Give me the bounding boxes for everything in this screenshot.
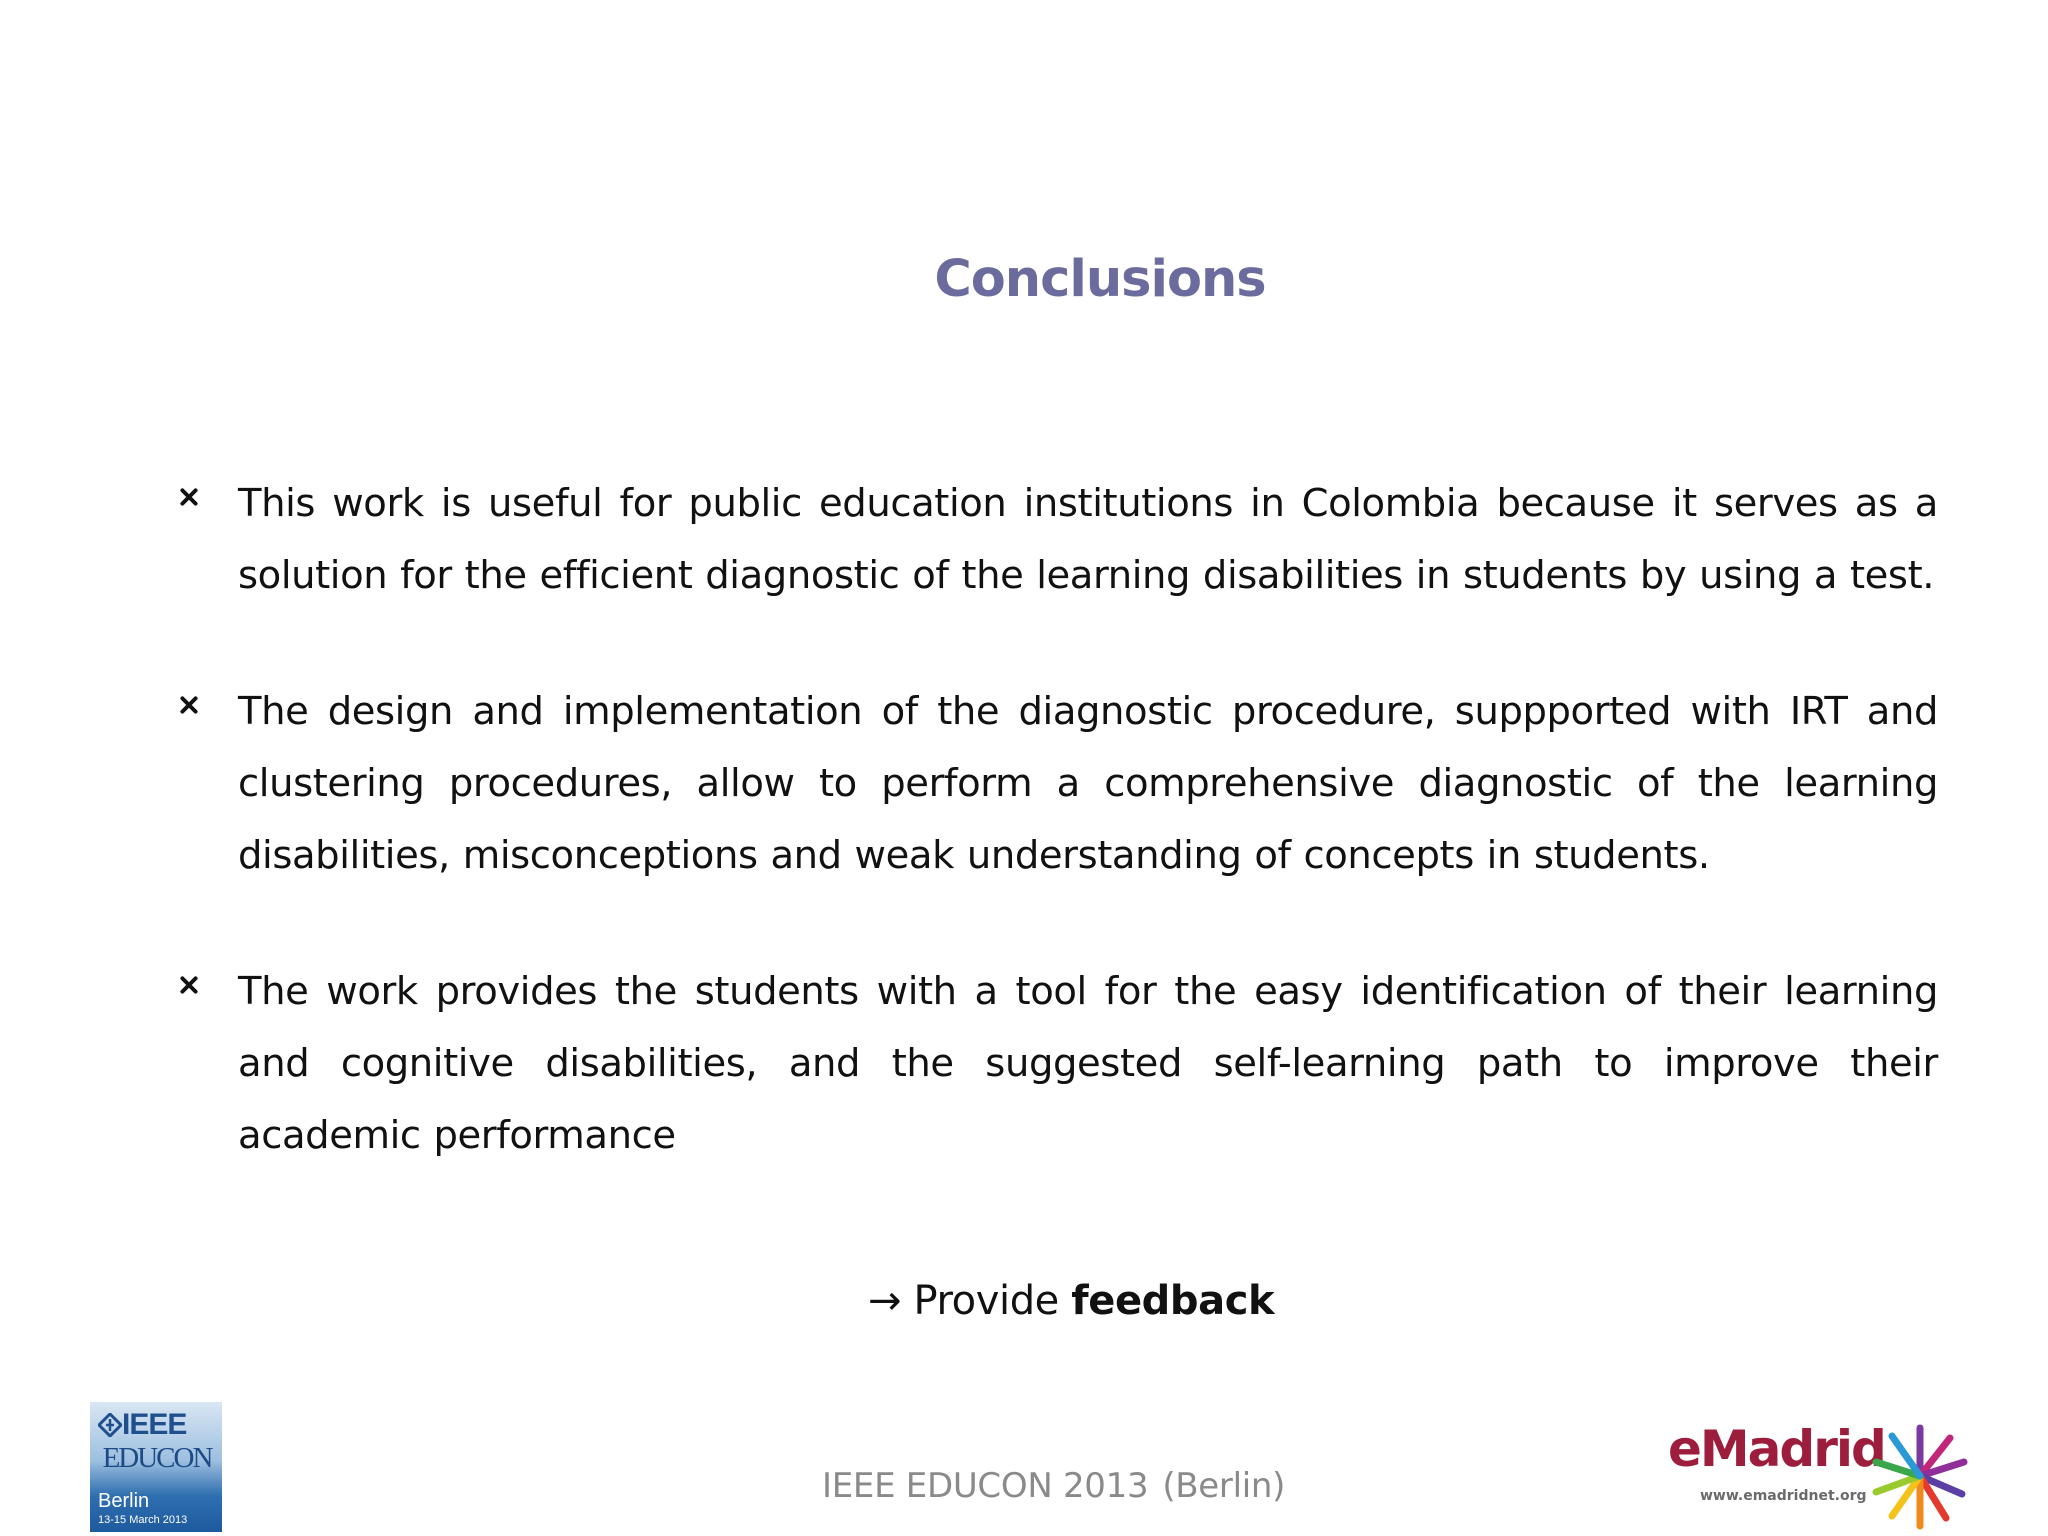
ieee-logo-line1 [98,1408,218,1442]
footer [822,1466,1285,1506]
bullet-text: This work is useful for public education institutions in Colombia because it serves as a solution for the efficient diagnostic of the learning disabilities in students by using a test. [238,481,1938,598]
educon-text: EDUCON [102,1442,212,1474]
bullet-item [178,956,1938,1172]
emadrid-logo [1668,1420,1968,1536]
footer-conference: IEEE EDUCON 2013 [822,1466,1149,1506]
footer-location: (Berlin) [1162,1466,1286,1506]
feedback-line [868,1278,1274,1324]
feedback-prefix: Provide [913,1278,1072,1324]
bullet-list [178,468,1938,1236]
emadrid-star-icon [1868,1420,1968,1532]
x-mark-icon [178,974,200,996]
bullet-text: The work provides the students with a tool for the easy identification of their learning and cognitive disabilities, and the suggested self-learning path to improve their academic performance [238,969,1938,1158]
emadrid-brand: eMadrid [1668,1420,1885,1478]
ieee-educon-logo [90,1402,222,1532]
slide-title: Conclusions [934,250,1266,309]
x-mark-icon [178,486,200,508]
ieee-text: IEEE [122,1408,187,1441]
ieee-diamond-icon [98,1413,122,1437]
arrow-right-icon: → [868,1278,902,1324]
bullet-item [178,676,1938,892]
feedback-bold: feedback [1071,1278,1275,1324]
emadrid-url: www.emadridnet.org [1700,1488,1867,1504]
bullet-item [178,468,1938,612]
x-mark-icon [178,694,200,716]
logo-dates: 13-15 March 2013 [98,1514,188,1526]
bullet-text: The design and implementation of the diagnostic procedure, suppported with IRT and clustering procedures, allow to perform a comprehensive diagnostic of the learning disabilities, misconceptions and weak understanding of concepts in students. [238,689,1938,878]
logo-city: Berlin [98,1490,150,1512]
